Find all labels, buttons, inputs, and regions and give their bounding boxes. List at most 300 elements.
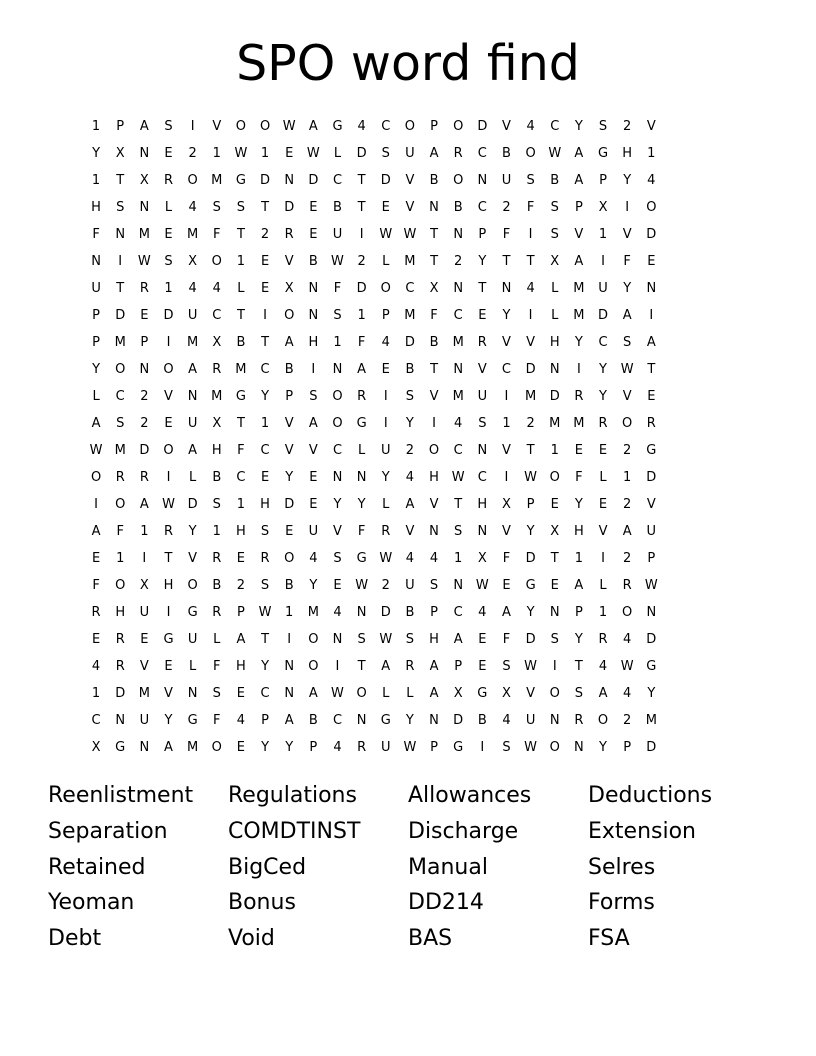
grid-letter: A bbox=[91, 416, 101, 431]
grid-letter: H bbox=[622, 146, 633, 161]
grid-letter: W bbox=[379, 632, 393, 647]
grid-letter: E bbox=[309, 497, 318, 512]
grid-letter: P bbox=[430, 119, 438, 134]
grid-letter: E bbox=[478, 632, 487, 647]
grid-letter: 1 bbox=[285, 605, 294, 620]
grid-letter: W bbox=[524, 740, 538, 755]
grid-letter: I bbox=[528, 227, 533, 242]
grid-letter: C bbox=[91, 713, 101, 728]
grid-letter: Y bbox=[261, 389, 270, 404]
grid-letter: D bbox=[598, 308, 609, 323]
grid-letter: N bbox=[284, 686, 295, 701]
grid-letter: U bbox=[405, 578, 415, 593]
grid-letter: 2 bbox=[140, 416, 149, 431]
grid-letter: G bbox=[597, 146, 609, 161]
grid-letter: 2 bbox=[405, 443, 415, 458]
grid-letter: V bbox=[502, 443, 511, 458]
grid-letter: R bbox=[212, 551, 222, 566]
grid-letter: U bbox=[646, 524, 657, 539]
word-list-item: Manual bbox=[408, 854, 488, 880]
grid-letter: S bbox=[164, 119, 173, 134]
grid-letter: I bbox=[359, 227, 364, 242]
grid-letter: E bbox=[598, 497, 608, 512]
grid-letter: O bbox=[453, 119, 464, 134]
grid-letter: L bbox=[406, 686, 414, 701]
grid-letter: R bbox=[357, 740, 367, 755]
grid-letter: E bbox=[260, 281, 270, 296]
word-list-item: Deductions bbox=[588, 783, 713, 808]
grid-letter: V bbox=[502, 335, 511, 350]
grid-letter: C bbox=[381, 119, 391, 134]
grid-letter: O bbox=[597, 713, 609, 728]
grid-letter: H bbox=[573, 524, 584, 539]
grid-letter: U bbox=[381, 443, 391, 458]
grid-letter: L bbox=[213, 632, 221, 647]
word-list-item: Discharge bbox=[408, 818, 519, 844]
grid-letter: D bbox=[115, 308, 126, 323]
grid-letter: N bbox=[477, 524, 488, 539]
grid-letter: O bbox=[622, 416, 633, 431]
grid-letter: I bbox=[649, 308, 654, 323]
grid-letter: L bbox=[189, 470, 197, 485]
grid-letter: Y bbox=[599, 740, 607, 755]
grid-letter: D bbox=[356, 146, 367, 161]
grid-letter: S bbox=[116, 200, 125, 215]
grid-letter: Y bbox=[261, 659, 270, 674]
grid-letter: M bbox=[138, 686, 150, 701]
grid-letter: R bbox=[453, 146, 463, 161]
grid-letter: E bbox=[285, 524, 294, 539]
grid-letter: X bbox=[115, 146, 125, 161]
grid-letter: E bbox=[164, 416, 173, 431]
grid-letter: U bbox=[525, 713, 536, 728]
grid-letter: S bbox=[405, 389, 415, 404]
grid-letter: R bbox=[115, 659, 125, 674]
grid-letter: O bbox=[284, 551, 295, 566]
grid-letter: I bbox=[504, 470, 509, 485]
grid-letter: X bbox=[139, 173, 149, 188]
word-list-item: FSA bbox=[588, 926, 630, 951]
grid-letter: 4 bbox=[188, 281, 197, 296]
grid-letter: E bbox=[502, 578, 511, 593]
grid-letter: E bbox=[647, 254, 656, 269]
grid-letter: O bbox=[115, 362, 126, 377]
grid-letter: Y bbox=[333, 497, 342, 512]
grid-letter: R bbox=[622, 578, 632, 593]
grid-letter: R bbox=[381, 524, 391, 539]
grid-letter: Y bbox=[574, 119, 583, 134]
grid-letter: I bbox=[601, 254, 605, 269]
word-list bbox=[48, 778, 768, 957]
grid-letter: I bbox=[166, 335, 171, 350]
grid-letter: T bbox=[647, 362, 656, 377]
grid-letter: 4 bbox=[623, 686, 632, 701]
grid-letter: M bbox=[138, 227, 150, 242]
grid-letter: X bbox=[212, 416, 222, 431]
grid-letter: N bbox=[549, 605, 560, 620]
word-list-item: Retained bbox=[48, 854, 146, 880]
grid-letter: S bbox=[550, 200, 559, 215]
grid-letter: D bbox=[525, 551, 536, 566]
grid-letter: L bbox=[551, 281, 559, 296]
grid-letter: O bbox=[549, 470, 560, 485]
grid-letter: T bbox=[261, 200, 270, 215]
grid-letter: 1 bbox=[598, 605, 608, 620]
grid-letter: N bbox=[139, 200, 150, 215]
grid-letter: V bbox=[574, 227, 584, 242]
grid-letter: A bbox=[164, 740, 173, 755]
grid-row bbox=[84, 356, 736, 383]
grid-letter: S bbox=[526, 173, 535, 188]
grid-letter: W bbox=[331, 686, 344, 701]
grid-letter: W bbox=[282, 119, 296, 134]
grid-letter: D bbox=[477, 119, 488, 134]
grid-letter: B bbox=[405, 362, 415, 377]
grid-letter: S bbox=[405, 632, 415, 647]
grid-row bbox=[84, 302, 736, 329]
grid-letter: O bbox=[259, 119, 271, 134]
grid-letter: 4 bbox=[405, 470, 415, 485]
grid-letter: G bbox=[380, 713, 391, 728]
grid-letter: V bbox=[164, 686, 173, 701]
grid-letter: V bbox=[526, 686, 536, 701]
grid-letter: I bbox=[576, 362, 581, 377]
grid-letter: 4 bbox=[381, 335, 390, 350]
grid-letter: A bbox=[453, 632, 463, 647]
grid-letter: S bbox=[260, 524, 270, 539]
grid-letter: R bbox=[598, 416, 608, 431]
grid-letter: A bbox=[622, 308, 632, 323]
grid-letter: V bbox=[284, 416, 294, 431]
grid-row bbox=[84, 194, 736, 221]
grid-letter: 1 bbox=[502, 416, 511, 431]
word-list-item: COMDTINST bbox=[228, 818, 361, 844]
grid-letter: 2 bbox=[140, 389, 149, 404]
grid-letter: M bbox=[549, 416, 561, 431]
word-list-item: BigCed bbox=[228, 854, 307, 880]
grid-letter: N bbox=[574, 740, 584, 755]
grid-letter: 1 bbox=[623, 470, 632, 485]
grid-letter: 2 bbox=[260, 227, 270, 242]
grid-letter: L bbox=[382, 686, 390, 701]
grid-letter: R bbox=[260, 551, 270, 566]
grid-letter: U bbox=[187, 632, 198, 647]
grid-letter: C bbox=[477, 200, 487, 215]
grid-letter: T bbox=[116, 173, 125, 188]
grid-letter: L bbox=[164, 200, 173, 215]
grid-letter: T bbox=[357, 200, 366, 215]
grid-letter: P bbox=[261, 713, 269, 728]
grid-letter: O bbox=[646, 200, 657, 215]
grid-letter: A bbox=[236, 632, 246, 647]
grid-letter: Y bbox=[623, 173, 632, 188]
grid-letter: H bbox=[163, 578, 174, 593]
grid-letter: N bbox=[308, 281, 319, 296]
grid-letter: R bbox=[212, 605, 222, 620]
grid-letter: S bbox=[236, 200, 246, 215]
grid-letter: W bbox=[644, 578, 658, 593]
grid-letter: 1 bbox=[91, 686, 101, 701]
grid-letter: 2 bbox=[623, 443, 632, 458]
grid-letter: P bbox=[381, 308, 390, 323]
grid-letter: S bbox=[502, 659, 511, 674]
grid-letter: O bbox=[235, 119, 247, 134]
grid-letter: 4 bbox=[502, 713, 511, 728]
grid-letter: L bbox=[382, 254, 390, 269]
grid-letter: 2 bbox=[526, 416, 535, 431]
grid-letter: E bbox=[164, 227, 173, 242]
grid-letter: C bbox=[332, 443, 343, 458]
grid-letter: O bbox=[211, 740, 222, 755]
grid-letter: U bbox=[187, 308, 198, 323]
grid-letter: O bbox=[308, 659, 319, 674]
grid-letter: A bbox=[139, 497, 149, 512]
grid-letter: E bbox=[236, 686, 246, 701]
grid-row bbox=[84, 734, 736, 761]
grid-letter: E bbox=[260, 254, 270, 269]
grid-letter: X bbox=[502, 686, 511, 701]
grid-letter: V bbox=[212, 119, 222, 134]
word-list-item: Allowances bbox=[408, 783, 532, 808]
grid-letter: H bbox=[549, 335, 560, 350]
grid-letter: A bbox=[357, 362, 367, 377]
grid-letter: 4 bbox=[526, 119, 535, 134]
grid-letter: W bbox=[258, 605, 272, 620]
grid-letter: Y bbox=[309, 578, 318, 593]
grid-letter: G bbox=[187, 605, 198, 620]
grid-letter: A bbox=[574, 254, 584, 269]
grid-letter: E bbox=[91, 632, 101, 647]
grid-row bbox=[84, 113, 736, 140]
grid-letter: B bbox=[212, 578, 222, 593]
grid-letter: S bbox=[623, 335, 632, 350]
grid-letter: D bbox=[646, 740, 657, 755]
grid-letter: F bbox=[213, 713, 221, 728]
grid-letter: C bbox=[453, 308, 463, 323]
word-list-item: Reenlistment bbox=[48, 783, 194, 808]
grid-letter: A bbox=[574, 173, 584, 188]
grid-letter: 4 bbox=[526, 281, 535, 296]
grid-letter: V bbox=[646, 119, 656, 134]
grid-letter: R bbox=[91, 605, 101, 620]
grid-letter: F bbox=[502, 632, 511, 647]
grid-letter: R bbox=[163, 524, 174, 539]
grid-letter: N bbox=[356, 470, 367, 485]
grid-letter: M bbox=[573, 281, 585, 296]
grid-letter: D bbox=[356, 281, 367, 296]
grid-letter: D bbox=[525, 362, 536, 377]
grid-letter: E bbox=[91, 551, 101, 566]
grid-letter: P bbox=[116, 119, 125, 134]
grid-letter: 1 bbox=[116, 551, 125, 566]
grid-letter: E bbox=[647, 389, 656, 404]
grid-letter: X bbox=[429, 281, 439, 296]
grid-letter: H bbox=[260, 497, 270, 512]
grid-letter: N bbox=[477, 173, 488, 188]
word-list-item: Debt bbox=[48, 926, 102, 951]
grid-letter: O bbox=[308, 632, 319, 647]
grid-letter: N bbox=[453, 578, 464, 593]
grid-letter: B bbox=[308, 254, 318, 269]
grid-letter: Y bbox=[405, 713, 414, 728]
grid-letter: 1 bbox=[357, 308, 366, 323]
grid-letter: N bbox=[332, 632, 343, 647]
grid-letter: E bbox=[285, 146, 294, 161]
grid-letter: O bbox=[187, 173, 198, 188]
grid-letter: 1 bbox=[260, 146, 270, 161]
grid-letter: S bbox=[381, 146, 390, 161]
grid-letter: T bbox=[574, 659, 583, 674]
grid-letter: G bbox=[477, 686, 488, 701]
grid-row bbox=[84, 437, 736, 464]
grid-letter: O bbox=[90, 470, 102, 485]
grid-letter: G bbox=[525, 578, 536, 593]
grid-letter: Y bbox=[623, 281, 632, 296]
grid-letter: Y bbox=[574, 335, 583, 350]
grid-letter: N bbox=[646, 605, 657, 620]
grid-letter: L bbox=[92, 389, 100, 404]
grid-letter: U bbox=[598, 281, 608, 296]
grid-letter: D bbox=[139, 443, 150, 458]
grid-letter: T bbox=[430, 362, 439, 377]
grid-letter: N bbox=[453, 362, 464, 377]
grid-letter: V bbox=[526, 335, 536, 350]
grid-letter: C bbox=[477, 146, 487, 161]
grid-letter: I bbox=[311, 362, 316, 377]
grid-letter: A bbox=[574, 146, 584, 161]
grid-letter: B bbox=[308, 713, 318, 728]
grid-letter: B bbox=[477, 713, 487, 728]
grid-letter: T bbox=[550, 551, 559, 566]
grid-letter: I bbox=[528, 308, 533, 323]
grid-letter: O bbox=[380, 281, 391, 296]
grid-letter: 1 bbox=[598, 227, 608, 242]
grid-letter: T bbox=[116, 281, 125, 296]
grid-letter: A bbox=[188, 443, 198, 458]
grid-letter: G bbox=[163, 632, 174, 647]
grid-letter: W bbox=[620, 362, 634, 377]
grid-letter: 2 bbox=[357, 254, 366, 269]
grid-letter: B bbox=[284, 578, 294, 593]
grid-letter: X bbox=[598, 200, 608, 215]
grid-letter: O bbox=[211, 254, 222, 269]
grid-letter: C bbox=[332, 173, 343, 188]
grid-letter: S bbox=[454, 524, 463, 539]
grid-letter: T bbox=[261, 632, 270, 647]
grid-letter: G bbox=[115, 740, 126, 755]
grid-letter: E bbox=[550, 578, 559, 593]
grid-letter: V bbox=[646, 497, 656, 512]
grid-letter: H bbox=[429, 470, 439, 485]
grid-letter: V bbox=[502, 119, 511, 134]
grid-letter: M bbox=[452, 389, 464, 404]
grid-letter: E bbox=[309, 227, 318, 242]
grid-letter: G bbox=[187, 713, 198, 728]
grid-letter: 4 bbox=[454, 416, 463, 431]
grid-letter: R bbox=[139, 281, 149, 296]
grid-letter: 1 bbox=[236, 497, 246, 512]
page-title: SPO word find bbox=[236, 35, 580, 92]
grid-letter: S bbox=[212, 686, 221, 701]
grid-letter: F bbox=[430, 308, 438, 323]
grid-letter: H bbox=[236, 659, 246, 674]
grid-letter: 4 bbox=[405, 551, 415, 566]
grid-letter: T bbox=[236, 416, 245, 431]
grid-letter: Y bbox=[526, 605, 535, 620]
word-list-item: BAS bbox=[408, 926, 453, 951]
grid-letter: A bbox=[91, 524, 101, 539]
grid-letter: S bbox=[574, 686, 584, 701]
grid-letter: E bbox=[309, 200, 318, 215]
grid-row bbox=[84, 599, 736, 626]
grid-letter: 4 bbox=[212, 281, 221, 296]
grid-letter: W bbox=[403, 740, 417, 755]
grid-letter: 2 bbox=[188, 146, 197, 161]
grid-letter: V bbox=[477, 362, 487, 377]
grid-letter: 4 bbox=[333, 605, 342, 620]
grid-letter: T bbox=[502, 254, 511, 269]
grid-letter: C bbox=[598, 335, 608, 350]
grid-letter: I bbox=[383, 416, 388, 431]
grid-letter: O bbox=[284, 308, 295, 323]
grid-letter: R bbox=[357, 389, 367, 404]
grid-letter: S bbox=[478, 416, 487, 431]
grid-letter: R bbox=[646, 416, 656, 431]
grid-letter: P bbox=[574, 200, 583, 215]
grid-letter: T bbox=[478, 281, 487, 296]
grid-letter: O bbox=[525, 146, 536, 161]
grid-letter: A bbox=[308, 416, 318, 431]
grid-letter: V bbox=[622, 389, 632, 404]
grid-letter: L bbox=[382, 497, 390, 512]
grid-letter: G bbox=[356, 416, 367, 431]
grid-letter: N bbox=[139, 740, 150, 755]
grid-letter: I bbox=[552, 659, 557, 674]
grid-letter: O bbox=[428, 443, 440, 458]
grid-letter: B bbox=[333, 200, 342, 215]
grid-letter: B bbox=[236, 335, 246, 350]
grid-letter: N bbox=[187, 389, 198, 404]
grid-letter: P bbox=[647, 551, 656, 566]
grid-letter: P bbox=[623, 740, 632, 755]
grid-letter: U bbox=[91, 281, 101, 296]
grid-letter: B bbox=[284, 362, 294, 377]
grid-letter: H bbox=[308, 335, 319, 350]
grid-letter: E bbox=[140, 308, 149, 323]
grid-letter: U bbox=[308, 524, 319, 539]
grid-letter: D bbox=[404, 335, 415, 350]
grid-letter: M bbox=[404, 254, 416, 269]
grid-letter: W bbox=[403, 227, 417, 242]
grid-letter: P bbox=[430, 740, 438, 755]
grid-letter: Y bbox=[599, 362, 607, 377]
grid-letter: P bbox=[92, 335, 100, 350]
grid-letter: M bbox=[573, 308, 585, 323]
grid-letter: F bbox=[357, 524, 366, 539]
grid-letter: 2 bbox=[454, 254, 463, 269]
grid-letter: W bbox=[379, 227, 393, 242]
grid-letter: W bbox=[306, 146, 320, 161]
grid-letter: V bbox=[405, 200, 415, 215]
grid-letter: N bbox=[549, 713, 560, 728]
grid-letter: A bbox=[502, 605, 511, 620]
grid-letter: A bbox=[405, 497, 415, 512]
grid-letter: O bbox=[549, 740, 560, 755]
grid-letter: 2 bbox=[623, 119, 632, 134]
grid-letter: C bbox=[501, 362, 511, 377]
grid-letter: S bbox=[116, 416, 125, 431]
grid-letter: X bbox=[139, 578, 149, 593]
